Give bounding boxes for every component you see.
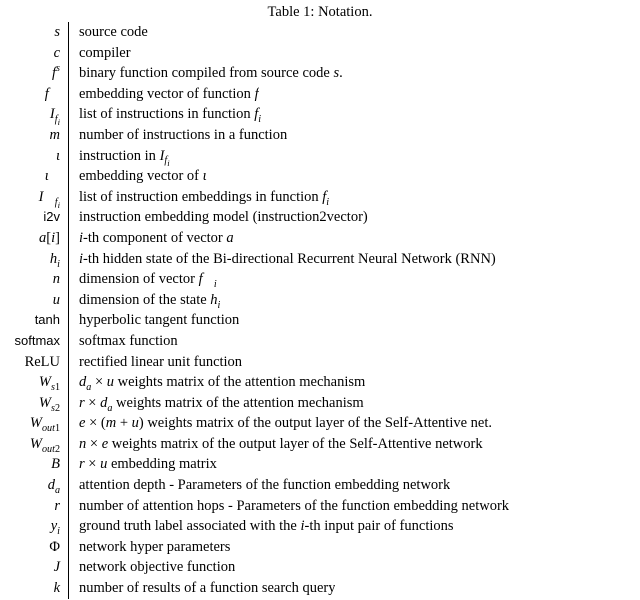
symbol-cell: Φ — [0, 537, 69, 558]
table-row — [0, 413, 640, 434]
table-row — [0, 249, 640, 270]
symbol-cell: s — [0, 22, 69, 43]
description-cell: compiler — [79, 44, 131, 61]
symbol-cell: $h_i$ — [0, 249, 69, 270]
table-row — [0, 22, 640, 43]
description-cell: attention depth - Parameters of the function embedding network — [79, 477, 451, 494]
symbol-cell: softmax — [0, 331, 69, 352]
table-row — [0, 310, 640, 331]
table-row — [0, 578, 640, 599]
symbol-cell: c — [0, 43, 69, 64]
table-row — [0, 269, 640, 290]
symbol-cell: $y_i$ — [0, 516, 69, 537]
table-row — [0, 372, 640, 393]
table-row — [0, 43, 640, 64]
table-row — [0, 516, 640, 537]
table-row — [0, 393, 640, 414]
description-cell: $r \times d_a$ weights matrix of the attention mechanism — [79, 394, 364, 414]
description-cell: number of results of a function search query — [79, 580, 336, 597]
table-row — [0, 207, 640, 228]
notation-table — [0, 22, 640, 599]
description-cell: hyperbolic tangent function — [79, 312, 240, 329]
symbol-cell: ι — [0, 146, 69, 167]
table-row — [0, 557, 640, 578]
table-row — [0, 84, 640, 105]
symbol-cell: $I_{f_i}$ — [0, 104, 69, 125]
description-cell: network hyper parameters — [79, 538, 231, 555]
notation-table-body — [0, 22, 640, 599]
table-row — [0, 475, 640, 496]
description-cell: rectified linear unit function — [79, 353, 243, 370]
description-cell: number of instructions in a function — [79, 126, 288, 143]
description-cell: ground truth label associated with the i-th input pair of functions — [79, 518, 454, 535]
description-cell: dimension of the state $h_i$ — [79, 291, 221, 311]
symbol-cell: tanh — [0, 310, 69, 331]
table-row — [0, 228, 640, 249]
description-cell: i-th component of vector a — [79, 229, 234, 246]
symbol-cell: $I⃗_{f_i}$ — [0, 187, 69, 208]
description-cell: number of attention hops - Parameters of the function embedding network — [79, 497, 510, 514]
description-cell: instruction in $I_{f_i}$ — [79, 147, 170, 167]
description-cell: source code — [79, 24, 148, 40]
table-row — [0, 187, 640, 208]
symbol-cell: J — [0, 557, 69, 578]
description-cell: n × e weights matrix of the output layer of the Self-Attentive network — [79, 435, 483, 452]
table-row — [0, 63, 640, 84]
description-cell: embedding vector of ι — [79, 168, 207, 185]
symbol-cell: $f^s$ — [0, 63, 69, 84]
symbol-cell: $W_{s2}$ — [0, 393, 69, 414]
symbol-cell: a[i] — [0, 228, 69, 249]
symbol-cell: m — [0, 125, 69, 146]
table-row — [0, 125, 640, 146]
symbol-cell: n — [0, 269, 69, 290]
symbol-cell: $W_{s1}$ — [0, 372, 69, 393]
symbol-cell: $W_{out2}$ — [0, 434, 69, 455]
table-row — [0, 434, 640, 455]
symbol-cell: u — [0, 290, 69, 311]
table-row — [0, 331, 640, 352]
table-row — [0, 104, 640, 128]
symbol-cell: B — [0, 454, 69, 475]
symbol-cell: k — [0, 578, 69, 599]
table-row — [0, 537, 640, 558]
description-cell: instruction embedding model (instruction2vector) — [79, 209, 368, 226]
table-caption: Table 1: Notation. — [267, 4, 373, 20]
description-cell: list of instruction embeddings in function $f_i$ — [79, 188, 330, 208]
table-row — [0, 496, 640, 517]
description-cell: network objective function — [79, 559, 236, 576]
description-cell: i-th hidden state of the Bi-directional Recurrent Neural Network (RNN) — [79, 250, 496, 267]
description-cell: dimension of vector $f⃗_i$ — [79, 271, 217, 290]
table-row — [0, 352, 640, 373]
description-cell: binary function compiled from source code s. — [79, 65, 343, 82]
description-cell: r × u embedding matrix — [79, 456, 217, 473]
symbol-cell: r — [0, 496, 69, 517]
symbol-cell: ReLU — [0, 352, 69, 373]
table-row — [0, 146, 640, 167]
table-row — [0, 166, 640, 187]
table-row — [0, 454, 640, 475]
symbol-cell: i2v — [0, 207, 69, 228]
symbol-cell: $d_a$ — [0, 475, 69, 496]
description-cell: softmax function — [79, 332, 178, 349]
symbol-cell: f⃗ — [0, 84, 69, 105]
symbol-cell: $W_{out1}$ — [0, 413, 69, 434]
description-cell: $d_a \times u$ weights matrix of the attention mechanism — [79, 374, 366, 393]
description-cell: e × (m + u) weights matrix of the output layer of the Self-Attentive net. — [79, 415, 493, 432]
symbol-cell: ι⃗ — [0, 166, 69, 187]
description-cell: list of instructions in function $f_i$ — [79, 106, 262, 125]
table-row — [0, 290, 640, 311]
description-cell: embedding vector of function f — [79, 85, 259, 102]
